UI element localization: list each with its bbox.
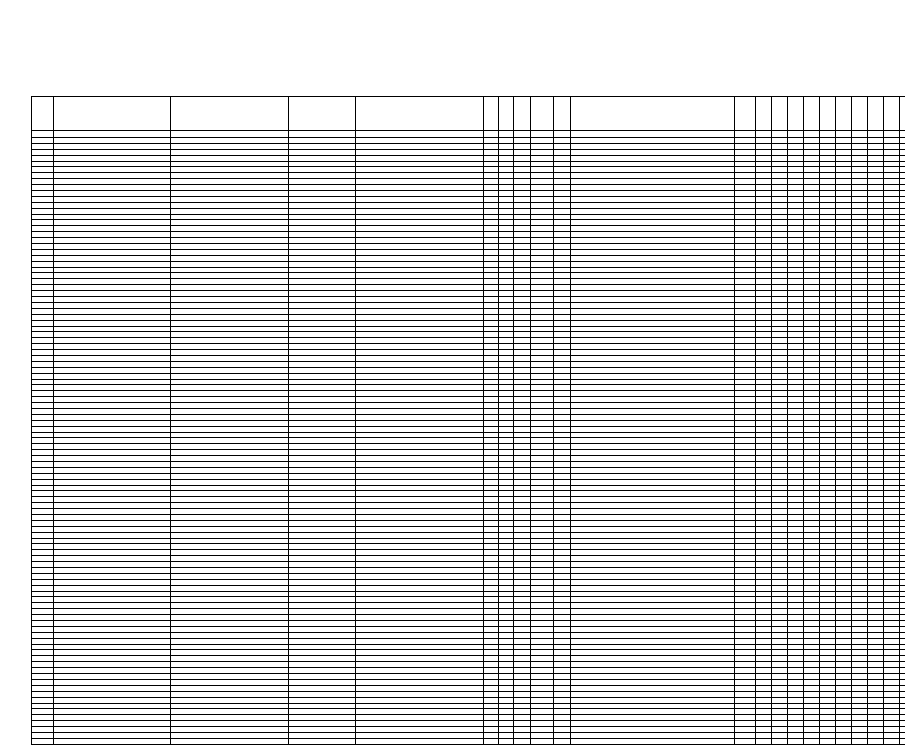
column-header [804,97,820,131]
column-header [900,97,905,131]
column-header [531,97,554,131]
column-number [820,131,836,138]
table-cell [820,738,836,744]
table-cell [356,738,484,744]
column-number [289,131,356,138]
column-number [531,131,554,138]
column-number [804,131,820,138]
column-header [868,97,884,131]
column-number [756,131,772,138]
column-number [772,131,788,138]
table-cell [884,738,900,744]
table-cell [54,738,171,744]
column-header [54,97,171,131]
table-cell [32,738,54,744]
column-number [499,131,514,138]
column-number [836,131,852,138]
column-header [756,97,772,131]
column-header [32,97,54,131]
column-number [554,131,571,138]
table-body [32,138,905,745]
column-number [484,131,499,138]
column-header [836,97,852,131]
table-cell [554,738,571,744]
column-number [735,131,756,138]
table-cell [788,738,804,744]
table-cell [772,738,788,744]
column-number [514,131,531,138]
column-header [356,97,484,131]
column-number [868,131,884,138]
table-cell [852,738,868,744]
table-cell [499,738,514,744]
column-number [884,131,900,138]
table-cell [735,738,756,744]
column-header [772,97,788,131]
column-number [54,131,171,138]
column-header [171,97,289,131]
column-number [900,131,905,138]
table-cell [900,738,905,744]
table-cell [571,738,735,744]
table-cell [289,738,356,744]
column-number [852,131,868,138]
column-header [289,97,356,131]
table-cell [836,738,852,744]
column-header [571,97,735,131]
column-header [788,97,804,131]
column-number [171,131,289,138]
table-header-row [32,97,905,131]
column-header [852,97,868,131]
table-cell [514,738,531,744]
housing-repair-table [31,96,905,745]
column-header [884,97,900,131]
column-number [571,131,735,138]
page-number [440,14,464,22]
table-cell [804,738,820,744]
table-cell [868,738,884,744]
table-cell [531,738,554,744]
table-cell [171,738,289,744]
table-cell [484,738,499,744]
column-header [735,97,756,131]
column-number-row [32,131,905,138]
column-header [514,97,531,131]
table-cell [756,738,772,744]
column-header [499,97,514,131]
table-row [32,738,905,744]
column-header [820,97,836,131]
column-header [554,97,571,131]
column-number [32,131,54,138]
column-header [484,97,499,131]
column-number [788,131,804,138]
column-number [356,131,484,138]
